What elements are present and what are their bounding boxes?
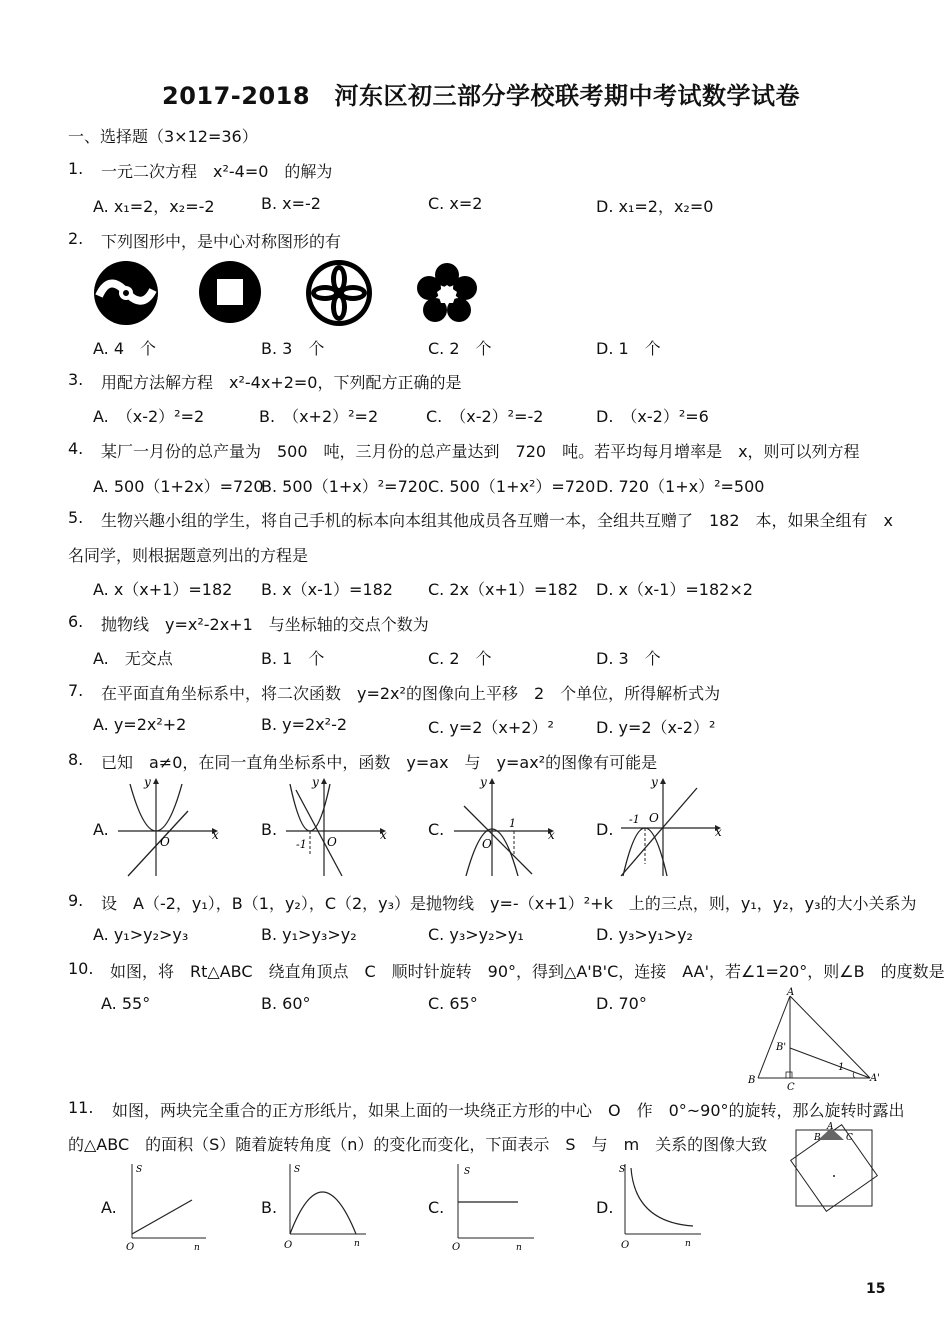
q4-option-c: C. 500（1+x²）=720 xyxy=(428,477,596,496)
q6-stem: 抛物线 y=x²-2x+1 与坐标轴的交点个数为 xyxy=(101,615,429,634)
q11-option-a: A. xyxy=(101,1198,117,1217)
q1-number: 1. xyxy=(68,159,84,178)
q8-a-axis-y: y xyxy=(144,775,151,789)
q8-c-one: 1 xyxy=(509,817,516,830)
q8-c-axis-x: x xyxy=(548,828,555,842)
q7-number: 7. xyxy=(68,681,84,700)
q2-option-d: D. 1 个 xyxy=(596,339,661,358)
q11-d-axis-n: n xyxy=(685,1239,691,1249)
q2-figure-2 xyxy=(198,260,262,324)
q10-label-b-prime: B' xyxy=(776,1042,787,1053)
q5-option-b: B. x（x-1）=182 xyxy=(261,580,393,599)
q11-graph-a xyxy=(122,1160,212,1252)
q5-number: 5. xyxy=(68,508,84,527)
q11-a-origin: O xyxy=(126,1242,135,1253)
q11-fig-label-a: A xyxy=(827,1122,834,1132)
q8-option-b: B. xyxy=(261,820,278,839)
q8-option-a: A. xyxy=(93,820,109,839)
q11-d-axis-s: S xyxy=(619,1165,626,1175)
q11-b-origin: O xyxy=(284,1240,293,1251)
section-header: 一、选择题（3×12=36） xyxy=(68,127,258,146)
q11-fig-label-b: B xyxy=(814,1133,821,1143)
q2-figure-3 xyxy=(305,259,373,327)
q10-number: 10. xyxy=(68,959,94,978)
q10-option-c: C. 65° xyxy=(428,994,478,1013)
q8-b-axis-x: x xyxy=(380,828,387,842)
q3-stem: 用配方法解方程 x²-4x+2=0，下列配方正确的是 xyxy=(101,373,462,392)
page-number: 15 xyxy=(866,1281,886,1297)
q5-stem-line-2: 名同学，则根据题意列出的方程是 xyxy=(68,546,309,565)
q8-d-origin: O xyxy=(649,811,659,825)
q2-figure-1 xyxy=(93,260,159,326)
q2-option-a: A. 4 个 xyxy=(93,339,157,358)
q11-c-axis-s: S xyxy=(464,1167,471,1177)
q2-figure-4 xyxy=(416,262,478,324)
q4-option-b: B. 500（1+x）²=720 xyxy=(261,477,429,496)
q8-stem: 已知 a≠0，在同一直角坐标系中，函数 y=ax 与 y=ax²的图像有可能是 xyxy=(101,753,658,772)
q11-b-axis-s: S xyxy=(294,1165,301,1175)
q8-graph-b xyxy=(284,776,390,878)
q10-option-d: D. 70° xyxy=(596,994,647,1013)
q3-option-d: D. （x-2）²=6 xyxy=(596,407,709,426)
q3-option-b: B. （x+2）²=2 xyxy=(259,407,379,426)
q10-label-a-prime: A' xyxy=(870,1073,880,1084)
q1-option-d: D. x₁=2，x₂=0 xyxy=(596,197,714,216)
q8-d-neg-one: -1 xyxy=(629,813,640,826)
q11-stem-line-2: 的△ABC 的面积（S）随着旋转角度（n）的变化而变化，下面表示 S 与 m 关系的图像大致 xyxy=(68,1135,768,1154)
q7-option-b: B. y=2x²-2 xyxy=(261,715,348,734)
q11-a-axis-s: S xyxy=(136,1165,143,1175)
q10-triangle-figure xyxy=(742,988,886,1092)
q8-c-origin: O xyxy=(482,837,492,851)
q10-label-b: B xyxy=(748,1075,756,1086)
q2-option-b: B. 3 个 xyxy=(261,339,325,358)
q1-option-c: C. x=2 xyxy=(428,194,483,213)
q3-option-c: C. （x-2）²=-2 xyxy=(426,407,544,426)
q3-number: 3. xyxy=(68,370,84,389)
q8-graph-c xyxy=(452,776,558,878)
q7-option-d: D. y=2（x-2）² xyxy=(596,718,716,737)
q4-option-a: A. 500（1+2x）=720 xyxy=(93,477,264,496)
q6-option-c: C. 2 个 xyxy=(428,649,492,668)
q6-option-b: B. 1 个 xyxy=(261,649,325,668)
q11-graph-d xyxy=(617,1160,707,1252)
q5-option-a: A. x（x+1）=182 xyxy=(93,580,233,599)
q11-a-axis-n: n xyxy=(194,1243,200,1253)
q11-option-c: C. xyxy=(428,1198,445,1217)
q8-a-axis-x: x xyxy=(212,828,219,842)
q10-label-a: A xyxy=(787,987,795,998)
q11-c-axis-n: n xyxy=(516,1243,522,1253)
q1-stem: 一元二次方程 x²-4=0 的解为 xyxy=(101,162,333,181)
q8-b-origin: O xyxy=(327,835,337,849)
q11-b-axis-n: n xyxy=(354,1239,360,1249)
q11-squares-figure xyxy=(786,1120,886,1220)
q5-option-c: C. 2x（x+1）=182 xyxy=(428,580,578,599)
q9-option-a: A. y₁>y₂>y₃ xyxy=(93,925,189,944)
q8-graph-a xyxy=(116,776,222,878)
q8-d-axis-x: x xyxy=(715,825,722,839)
q9-number: 9. xyxy=(68,891,84,910)
q8-option-d: D. xyxy=(596,820,614,839)
q2-number: 2. xyxy=(68,229,84,248)
q1-option-b: B. x=-2 xyxy=(261,194,321,213)
q3-option-a: A. （x-2）²=2 xyxy=(93,407,205,426)
q6-option-d: D. 3 个 xyxy=(596,649,661,668)
q10-option-a: A. 55° xyxy=(101,994,151,1013)
q8-a-origin: O xyxy=(160,835,170,849)
q11-d-origin: O xyxy=(621,1240,630,1251)
q9-stem: 设 A（-2，y₁），B（1，y₂），C（2，y₃）是抛物线 y=-（x+1）²+k 上的三点，则，y₁，y₂，y₃的大小关系为 xyxy=(101,894,917,913)
q4-stem: 某厂一月份的总产量为 500 吨，三月份的总产量达到 720 吨。若平均每月增率是 x，则可以列方程 xyxy=(101,442,860,461)
q7-stem: 在平面直角坐标系中，将二次函数 y=2x²的图像向上平移 2 个单位，所得解析式为 xyxy=(101,684,721,703)
q8-b-axis-y: y xyxy=(312,775,319,789)
q9-option-d: D. y₃>y₁>y₂ xyxy=(596,925,693,944)
q11-number: 11. xyxy=(68,1098,94,1117)
q11-graph-b xyxy=(282,1160,372,1252)
q2-option-c: C. 2 个 xyxy=(428,339,492,358)
q6-option-a: A. 无交点 xyxy=(93,649,173,668)
q7-option-a: A. y=2x²+2 xyxy=(93,715,187,734)
q10-stem: 如图，将 Rt△ABC 绕直角顶点 C 顺时针旋转 90°，得到△A'B'C，连接 AA'，若∠1=20°，则∠B 的度数是 xyxy=(110,962,945,981)
q1-option-a: A. x₁=2，x₂=-2 xyxy=(93,197,215,216)
q10-option-b: B. 60° xyxy=(261,994,311,1013)
q2-stem: 下列图形中，是中心对称图形的有 xyxy=(101,232,342,251)
q5-stem-line-1: 生物兴趣小组的学生，将自己手机的标本向本组其他成员各互赠一本，全组共互赠了 182 本，如果全组有 x xyxy=(101,511,894,530)
page-title: 2017-2018 河东区初三部分学校联考期中考试数学试卷 xyxy=(162,82,801,110)
q11-option-b: B. xyxy=(261,1198,278,1217)
q11-fig-label-c: C xyxy=(846,1133,853,1143)
q10-label-c: C xyxy=(787,1082,795,1093)
q11-c-origin: O xyxy=(452,1242,461,1253)
q4-option-d: D. 720（1+x）²=500 xyxy=(596,477,765,496)
q8-c-axis-y: y xyxy=(480,775,487,789)
q5-option-d: D. x（x-1）=182×2 xyxy=(596,580,753,599)
q8-d-axis-y: y xyxy=(651,775,658,789)
q4-number: 4. xyxy=(68,439,84,458)
q7-option-c: C. y=2（x+2）² xyxy=(428,718,554,737)
q11-stem-line-1: 如图，两块完全重合的正方形纸片，如果上面的一块绕正方形的中心 O 作 0°~90°的旋转，那么旋转时露出 xyxy=(112,1101,905,1120)
q10-angle-1: 1 xyxy=(838,1062,845,1073)
q8-b-neg-one: -1 xyxy=(296,838,307,851)
q9-option-c: C. y₃>y₂>y₁ xyxy=(428,925,524,944)
q11-graph-c xyxy=(450,1160,540,1252)
q8-graph-d xyxy=(619,776,725,878)
q8-number: 8. xyxy=(68,750,84,769)
q11-option-d: D. xyxy=(596,1198,614,1217)
q8-option-c: C. xyxy=(428,820,445,839)
q6-number: 6. xyxy=(68,612,84,631)
q9-option-b: B. y₁>y₃>y₂ xyxy=(261,925,357,944)
